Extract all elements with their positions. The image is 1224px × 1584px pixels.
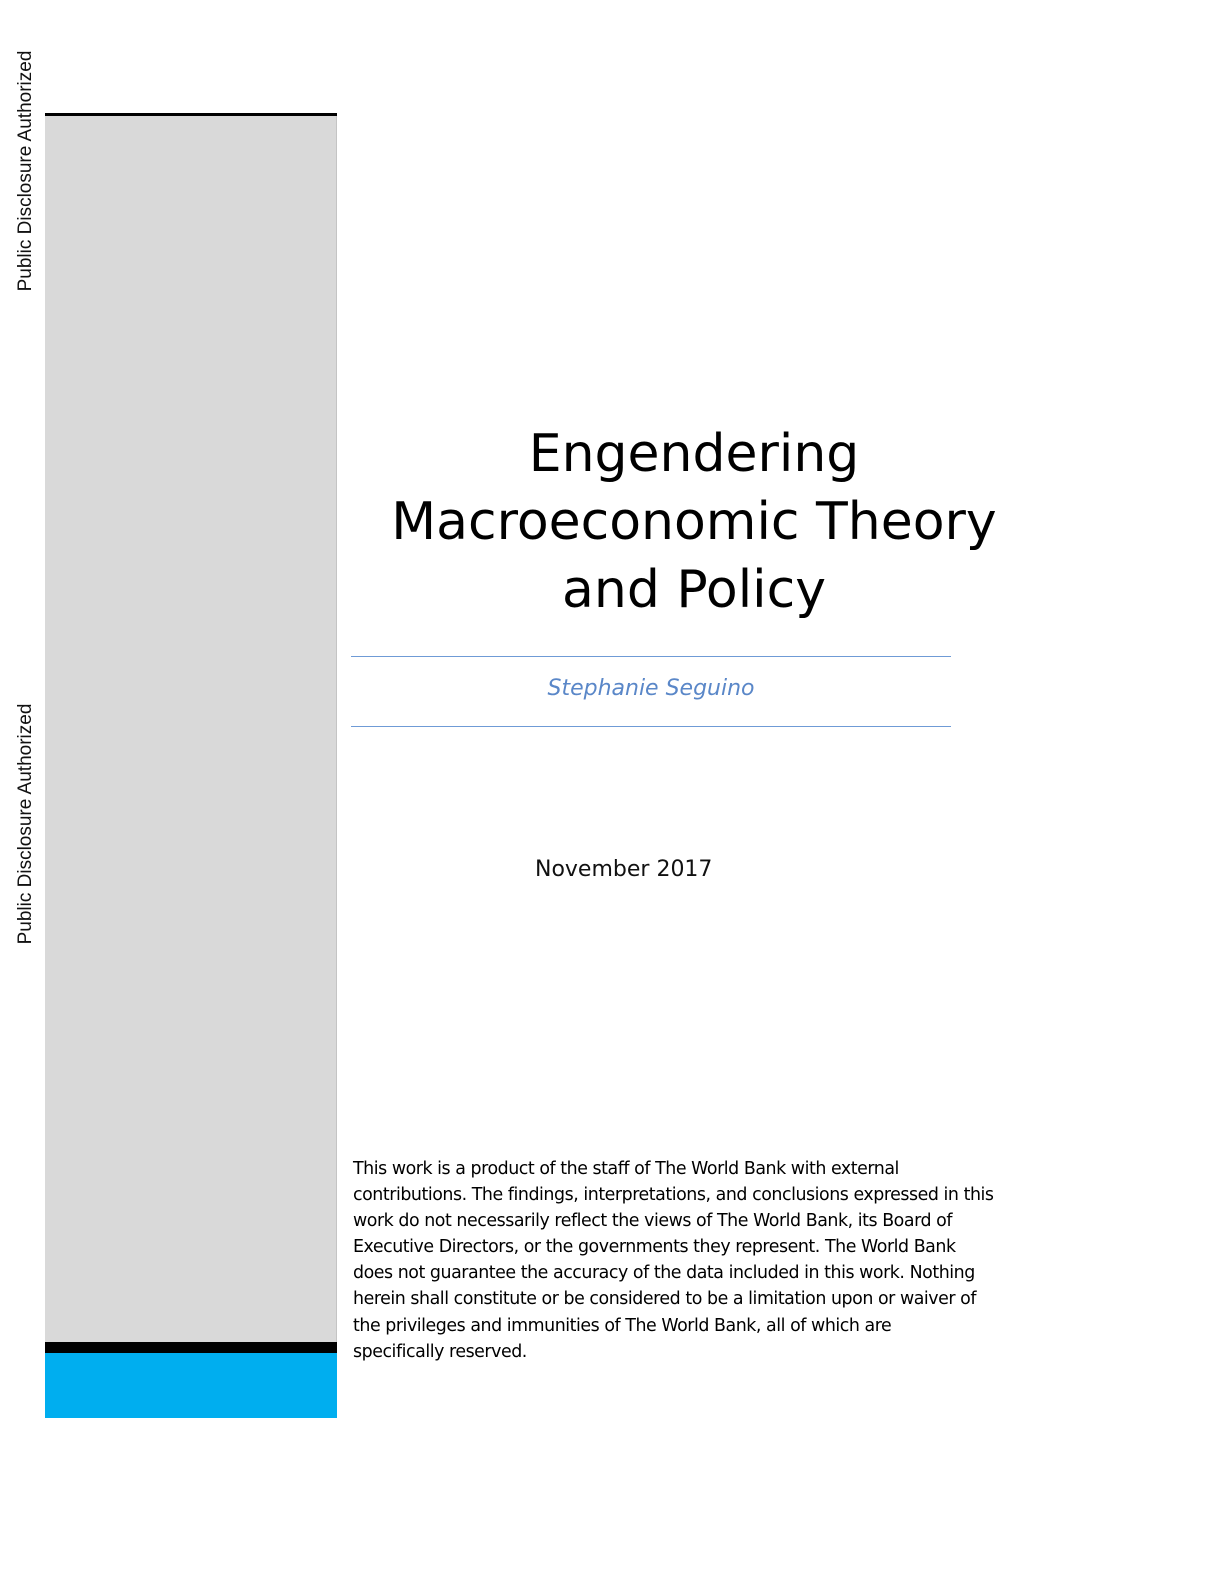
- publication-date: November 2017: [535, 857, 713, 882]
- disclaimer-text: [353, 1156, 1043, 1365]
- disclaimer-line: does not guarantee the accuracy of the data included in this work. Nothing: [353, 1263, 975, 1284]
- sidebar-top-rule: [45, 113, 337, 116]
- title-line-2: Macroeconomic Theory: [391, 492, 997, 552]
- disclaimer-line: contributions. The findings, interpretations, and conclusions expressed in this: [353, 1185, 994, 1206]
- disclaimer-line: the privileges and immunities of The World Bank, all of which are: [353, 1315, 892, 1336]
- title-line-3: and Policy: [562, 560, 826, 620]
- author-rule-upper: [351, 656, 951, 657]
- disclaimer-line: Executive Directors, or the governments they represent. The World Bank: [353, 1237, 956, 1258]
- sidebar-black-band: [45, 1342, 337, 1353]
- disclaimer-line: work do not necessarily reflect the views of The World Bank, its Board of: [353, 1211, 953, 1232]
- document-title: [351, 420, 1037, 624]
- author-rule-lower: [351, 726, 951, 727]
- title-line-1: Engendering: [528, 424, 860, 484]
- public-disclosure-label-bottom: Public Disclosure Authorized: [15, 703, 36, 945]
- disclaimer-line: This work is a product of the staff of The World Bank with external: [353, 1159, 899, 1179]
- sidebar-blue-band: [45, 1353, 337, 1418]
- disclaimer-line: herein shall constitute or be considered to be a limitation upon or waiver of: [353, 1289, 977, 1310]
- public-disclosure-label-top: Public Disclosure Authorized: [15, 50, 36, 292]
- author-name: Stephanie Seguino: [547, 676, 755, 701]
- disclaimer-line: specifically reserved.: [353, 1341, 527, 1362]
- cover-sidebar-panel: [45, 116, 337, 1342]
